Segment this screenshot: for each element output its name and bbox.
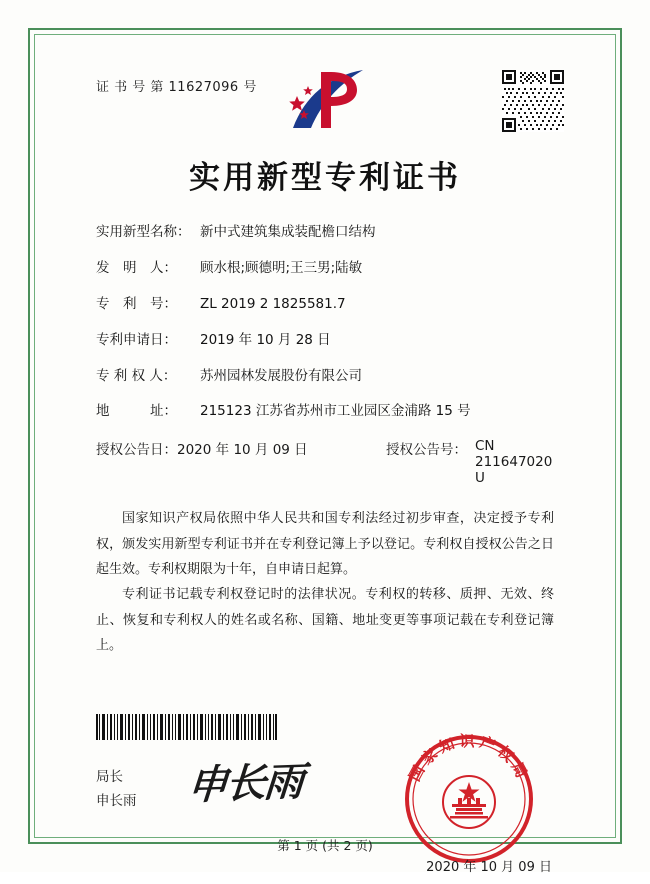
field-value: 新中式建筑集成装配檐口结构 — [200, 224, 376, 240]
signer-name: 申长雨 — [96, 793, 137, 810]
grant-number-value: CN 211647020 U — [475, 438, 553, 487]
field-patent-number — [96, 295, 556, 314]
field-value: 2019 年 10 月 28 日 — [200, 331, 331, 348]
seal-date: 2020 年 10 月 09 日 — [426, 860, 552, 876]
field-value: 215123 江苏省苏州市工业园区金浦路 15 号 — [200, 403, 471, 420]
legal-text — [68, 500, 582, 658]
field-inventors — [96, 259, 556, 278]
field-label: 专 利 权 人： — [96, 367, 177, 384]
field-patentee — [96, 367, 556, 386]
certificate-number: 证 书 号 第 11627096 号 — [96, 80, 257, 95]
handwritten-signature: 申长雨 — [185, 758, 304, 810]
certificate-header — [68, 62, 582, 140]
certificate-footer-area — [68, 714, 582, 884]
field-label: 专 利 号： — [96, 295, 177, 312]
grant-date-value: 2020 年 10 月 09 日 — [177, 442, 308, 459]
field-label: 实用新型名称： — [96, 224, 191, 240]
barcode — [96, 714, 278, 740]
field-value: 顾水根;顾德明;王三男;陆敏 — [200, 259, 363, 276]
page-title: 实用新型专利证书 — [189, 160, 461, 196]
field-value: ZL 2019 2 1825581.7 — [200, 295, 346, 312]
field-value: 苏州园林发展股份有限公司 — [200, 367, 362, 384]
signer-title-line1: 局长 — [96, 769, 123, 786]
field-address — [96, 402, 556, 421]
signer-title — [96, 766, 137, 813]
field-label: 地 址： — [96, 403, 177, 420]
field-grant-announcement — [96, 438, 556, 486]
svg-text:国家知识产权局: 国家知识产权局 — [405, 732, 533, 785]
field-utility-model-name — [96, 223, 556, 242]
grant-number-label: 授权公告号： — [386, 442, 467, 459]
page-number: 第 1 页 (共 2 页) — [277, 838, 373, 853]
field-application-date — [96, 331, 556, 350]
certificate-fields — [68, 223, 582, 486]
legal-paragraph-1: 国家知识产权局依照中华人民共和国专利法经过初步审查，决定授予专利权，颁发实用新型专利证书并在专利登记簿上予以登记。专利权自授权公告之日起生效。专利权期限为十年，自申请日起算。 — [96, 511, 554, 578]
legal-paragraph-2: 专利证书记载专利权登记时的法律状况。专利权的转移、质押、无效、终止、恢复和专利权人的姓名或名称、国籍、地址变更等事项记载在专利登记簿上。 — [96, 587, 554, 654]
qr-code — [502, 70, 564, 132]
field-label: 发 明 人： — [96, 259, 177, 276]
patent-office-emblem-icon — [277, 66, 373, 138]
field-label: 专利申请日： — [96, 331, 177, 348]
grant-date-label: 授权公告日： — [96, 442, 177, 459]
